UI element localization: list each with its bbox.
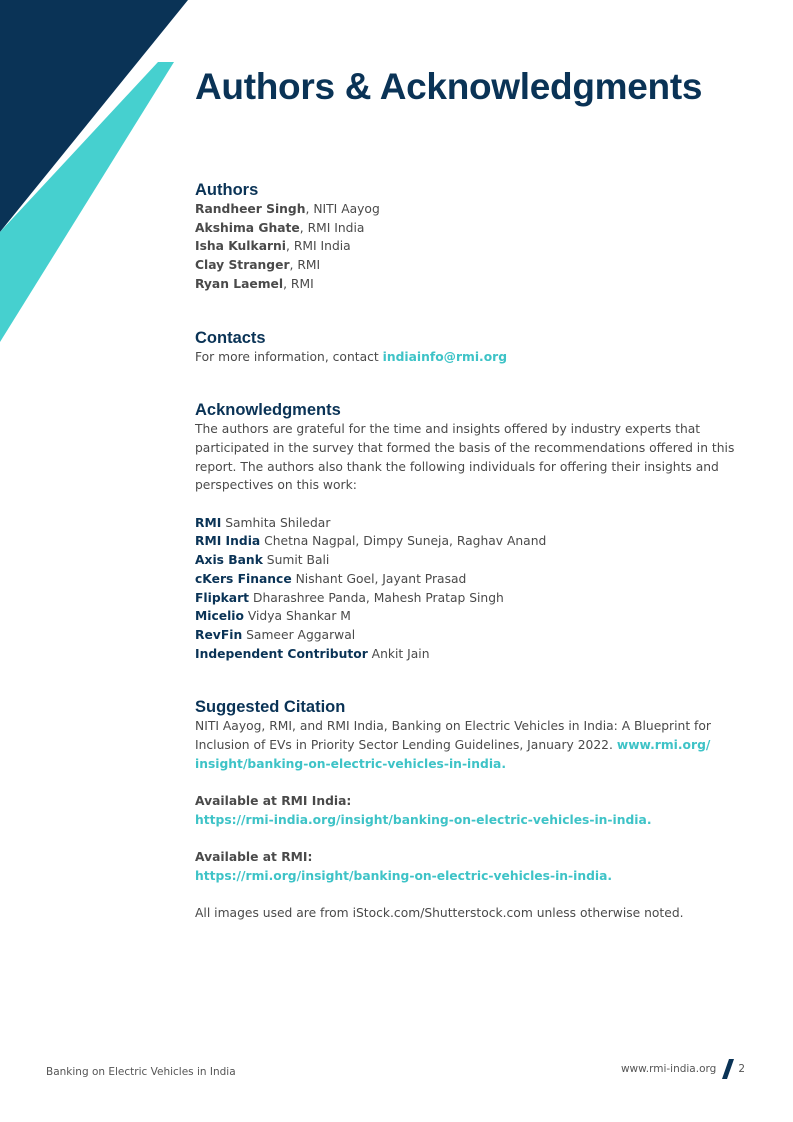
acknowledgments-section bbox=[195, 400, 755, 663]
author-name: Randheer Singh bbox=[195, 202, 306, 216]
authors-heading: Authors bbox=[195, 181, 259, 199]
author-org: , RMI bbox=[289, 258, 321, 273]
authors-list bbox=[195, 200, 755, 294]
author-name: Akshima Ghate bbox=[195, 220, 300, 235]
author-row bbox=[195, 219, 755, 238]
acknowledgment-row bbox=[195, 514, 755, 533]
citation-link-end[interactable]: insight/banking-on-electric-vehicles-in-india. bbox=[195, 756, 507, 771]
navy-stripe bbox=[0, 0, 188, 232]
citation-line-3 bbox=[195, 755, 755, 774]
author-row bbox=[195, 275, 755, 294]
acknowledgment-people: Sumit Bali bbox=[262, 553, 330, 568]
acknowledgment-row bbox=[195, 589, 755, 608]
citation-line-1: NITI Aayog, RMI, and RMI India, Banking on Electric Vehicles in India: A Blueprint for bbox=[195, 719, 711, 734]
contacts-heading: Contacts bbox=[195, 328, 266, 347]
acknowledgment-row bbox=[195, 607, 755, 626]
citation-section bbox=[195, 697, 755, 923]
author-name: Ryan Laemel bbox=[195, 276, 284, 291]
available-rmi-label: Available at RMI: bbox=[195, 850, 313, 865]
citation-link-start[interactable]: www.rmi.org/ bbox=[616, 738, 711, 753]
contacts-section bbox=[195, 328, 755, 367]
acknowledgments-text-line: perspectives on this work: bbox=[195, 478, 357, 493]
acknowledgments-text-line: participated in the survey that formed the basis of the recommendations offered in this bbox=[195, 440, 735, 455]
page-title: Authors & Acknowledgments bbox=[195, 66, 703, 107]
acknowledgment-org: Independent Contributor bbox=[195, 646, 368, 661]
authors-section bbox=[195, 180, 755, 294]
footer-title: Banking on Electric Vehicles in India bbox=[46, 1066, 236, 1078]
acknowledgment-people: Samhita Shiledar bbox=[221, 515, 331, 530]
main-content bbox=[195, 180, 755, 923]
author-org: , RMI India bbox=[299, 220, 365, 235]
acknowledgment-people: Nishant Goel, Jayant Prasad bbox=[291, 571, 467, 586]
contacts-line bbox=[195, 348, 755, 367]
acknowledgment-org: RMI India bbox=[195, 534, 261, 549]
acknowledgment-row bbox=[195, 570, 755, 589]
acknowledgments-text-line: report. The authors also thank the following individuals for offering their insights and bbox=[195, 459, 719, 474]
acknowledgment-org: Micelio bbox=[195, 609, 244, 624]
acknowledgment-people: Sameer Aggarwal bbox=[242, 627, 356, 642]
author-org: , RMI bbox=[283, 276, 314, 291]
available-rmi-india-link[interactable]: https://rmi-india.org/insight/banking-on-electric-vehicles-in-india. bbox=[195, 812, 652, 827]
acknowledgments-paragraph bbox=[195, 420, 755, 495]
acknowledgment-row bbox=[195, 532, 755, 551]
author-row bbox=[195, 200, 755, 219]
footer-right bbox=[621, 1058, 745, 1080]
contacts-text: For more information, contact bbox=[195, 349, 383, 364]
author-row bbox=[195, 256, 755, 275]
citation-line-2 bbox=[195, 736, 755, 755]
acknowledgment-org: RevFin bbox=[195, 627, 243, 642]
acknowledgment-org: Axis Bank bbox=[195, 553, 263, 568]
acknowledgments-heading: Acknowledgments bbox=[195, 401, 341, 420]
citation-heading: Suggested Citation bbox=[195, 698, 346, 717]
corner-decoration bbox=[0, 0, 200, 350]
footer-url[interactable]: www.rmi-india.org bbox=[620, 1063, 717, 1075]
acknowledgment-people: Dharashree Panda, Mahesh Pratap Singh bbox=[249, 590, 504, 605]
acknowledgment-people: Ankit Jain bbox=[367, 646, 430, 661]
acknowledgment-org: Flipkart bbox=[195, 590, 250, 605]
author-name: Isha Kulkarni bbox=[195, 239, 287, 254]
acknowledgment-org: RMI bbox=[195, 515, 222, 530]
author-org: , RMI India bbox=[286, 239, 351, 254]
acknowledgments-list bbox=[195, 514, 755, 664]
acknowledgment-row bbox=[195, 626, 755, 645]
acknowledgment-row bbox=[195, 551, 755, 570]
contact-email-link[interactable]: indiainfo@rmi.org bbox=[382, 349, 508, 364]
citation-text: Inclusion of EVs in Priority Sector Lending Guidelines, January 2022. bbox=[195, 738, 617, 753]
acknowledgment-org: cKers Finance bbox=[195, 571, 292, 586]
acknowledgment-row bbox=[195, 645, 755, 664]
author-row bbox=[195, 237, 755, 256]
available-rmi-link[interactable]: https://rmi.org/insight/banking-on-electric-vehicles-in-india. bbox=[195, 868, 613, 883]
acknowledgments-text-line: The authors are grateful for the time and insights offered by industry experts that bbox=[195, 422, 701, 437]
images-note: All images used are from iStock.com/Shutterstock.com unless otherwise noted. bbox=[195, 906, 684, 921]
author-org: , NITI Aayog bbox=[305, 202, 380, 216]
acknowledgment-people: Vidya Shankar M bbox=[243, 609, 351, 624]
author-name: Clay Stranger bbox=[195, 258, 290, 273]
available-rmi-india-label: Available at RMI India: bbox=[195, 794, 352, 809]
acknowledgment-people: Chetna Nagpal, Dimpy Suneja, Raghav Anand bbox=[260, 534, 547, 549]
page-number: 2 bbox=[738, 1063, 745, 1075]
slash-icon bbox=[722, 1058, 734, 1080]
